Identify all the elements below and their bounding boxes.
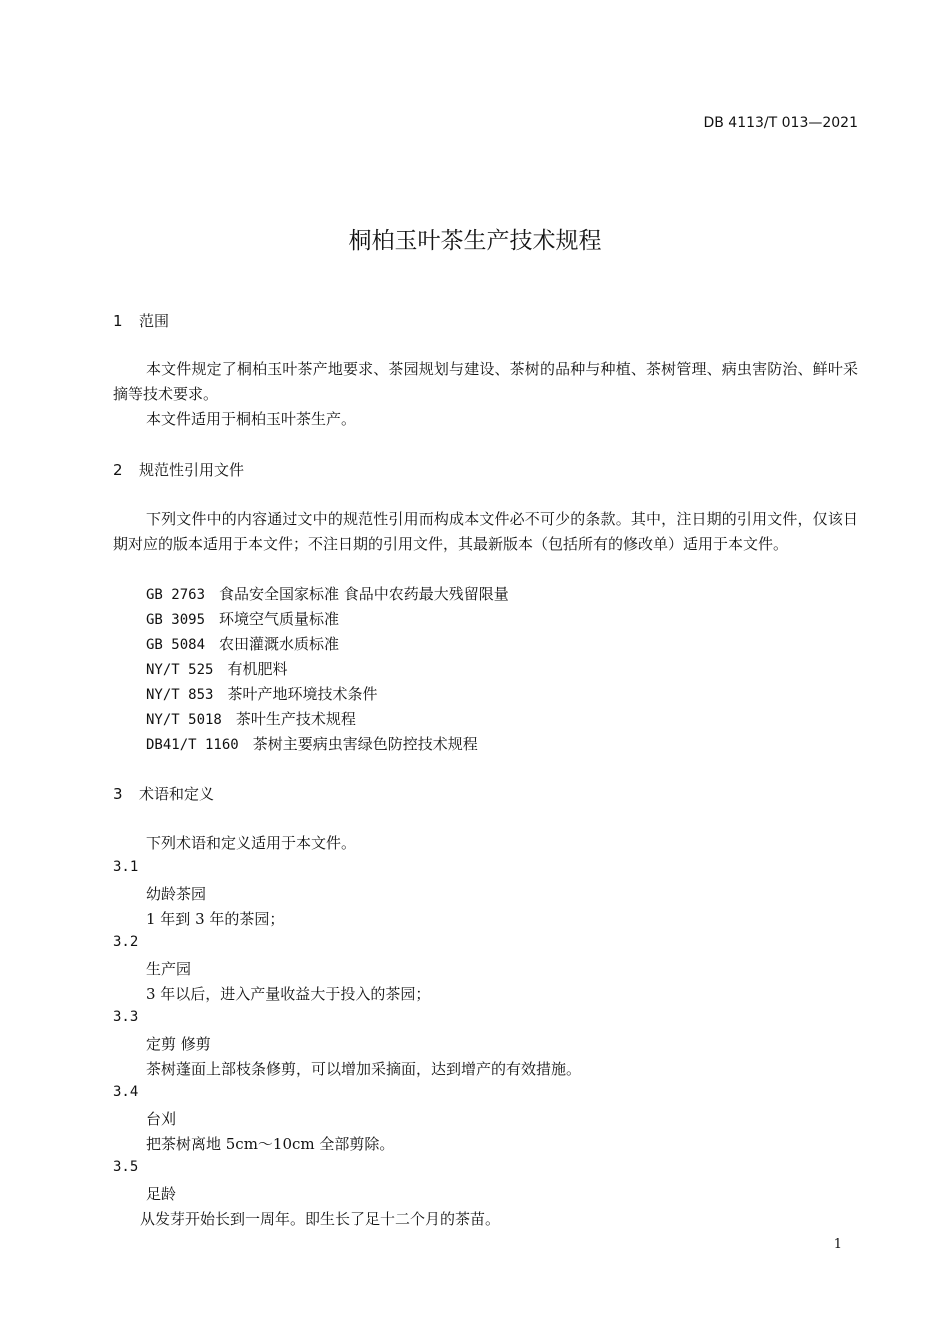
section-number: 3 [113, 785, 123, 803]
term-definition: 茶树蓬面上部枝条修剪，可以增加采摘面，达到增产的有效措施。 [146, 1060, 582, 1078]
reference-item [146, 633, 339, 654]
section-title: 术语和定义 [139, 785, 215, 803]
section-heading-3 [113, 783, 214, 804]
reference-code: GB 5084 [146, 637, 206, 653]
term-number: 3.4 [113, 1084, 139, 1100]
reference-code: GB 3095 [146, 612, 206, 628]
reference-item [146, 708, 356, 729]
section-heading-2 [113, 459, 244, 480]
term-number: 3.1 [113, 859, 139, 875]
term-definition: 1 年到 3 年的茶园； [146, 910, 285, 928]
section-heading-1 [113, 310, 169, 331]
reference-title: 茶叶生产技术规程 [235, 710, 356, 728]
term-definition: 把茶树离地 5cm～10cm 全部剪除。 [146, 1135, 395, 1153]
scope-applicability: 本文件适用于桐柏玉叶茶生产。 [146, 410, 357, 428]
page-number: 1 [833, 1237, 842, 1252]
references-paragraph: 下列文件中的内容通过文中的规范性引用而构成本文件必不可少的条款。其中，注日期的引用文件，仅该日期对应的版本适用于本文件；不注日期的引用文件，其最新版本（包括所有的修改单）适用于本文件。 [113, 510, 858, 553]
reference-code: NY/T 853 [146, 687, 214, 703]
reference-item [146, 583, 509, 604]
term-number: 3.3 [113, 1009, 139, 1025]
reference-item [146, 608, 339, 629]
reference-code: NY/T 525 [146, 662, 214, 678]
reference-title: 环境空气质量标准 [219, 610, 340, 628]
reference-item [146, 733, 478, 754]
document-code: DB 4113/T 013—2021 [703, 115, 858, 131]
page-title: 桐柏玉叶茶生产技术规程 [348, 228, 602, 254]
term-number: 3.2 [113, 934, 139, 950]
term-definition: 从发芽开始长到一周年。即生长了足十二个月的茶苗。 [140, 1210, 501, 1228]
reference-code: NY/T 5018 [146, 712, 222, 728]
term-name: 定剪 修剪 [146, 1035, 211, 1053]
reference-title: 茶叶产地环境技术条件 [227, 685, 378, 703]
term-name: 足龄 [146, 1185, 177, 1203]
section-number: 2 [113, 461, 123, 479]
term-name: 台刈 [146, 1110, 177, 1128]
reference-title: 农田灌溉水质标准 [219, 635, 340, 653]
reference-title: 有机肥料 [227, 660, 288, 678]
reference-item [146, 683, 377, 704]
section-title: 范围 [139, 312, 170, 330]
term-name: 生产园 [146, 960, 192, 978]
reference-title: 食品安全国家标准 食品中农药最大残留限量 [219, 585, 509, 603]
reference-code: GB 2763 [146, 587, 206, 603]
term-definition: 3 年以后，进入产量收益大于投入的茶园； [146, 985, 431, 1003]
scope-paragraph: 本文件规定了桐柏玉叶茶产地要求、茶园规划与建设、茶树的品种与种植、茶树管理、病虫害防治、鲜叶采摘等技术要求。 [113, 360, 858, 403]
terms-intro: 下列术语和定义适用于本文件。 [146, 834, 357, 852]
section-title: 规范性引用文件 [139, 461, 245, 479]
reference-item [146, 658, 287, 679]
reference-code: DB41/T 1160 [146, 737, 239, 753]
term-name: 幼龄茶园 [146, 885, 207, 903]
term-number: 3.5 [113, 1159, 139, 1175]
section-number: 1 [113, 312, 123, 330]
reference-title: 茶树主要病虫害绿色防控技术规程 [252, 735, 478, 753]
